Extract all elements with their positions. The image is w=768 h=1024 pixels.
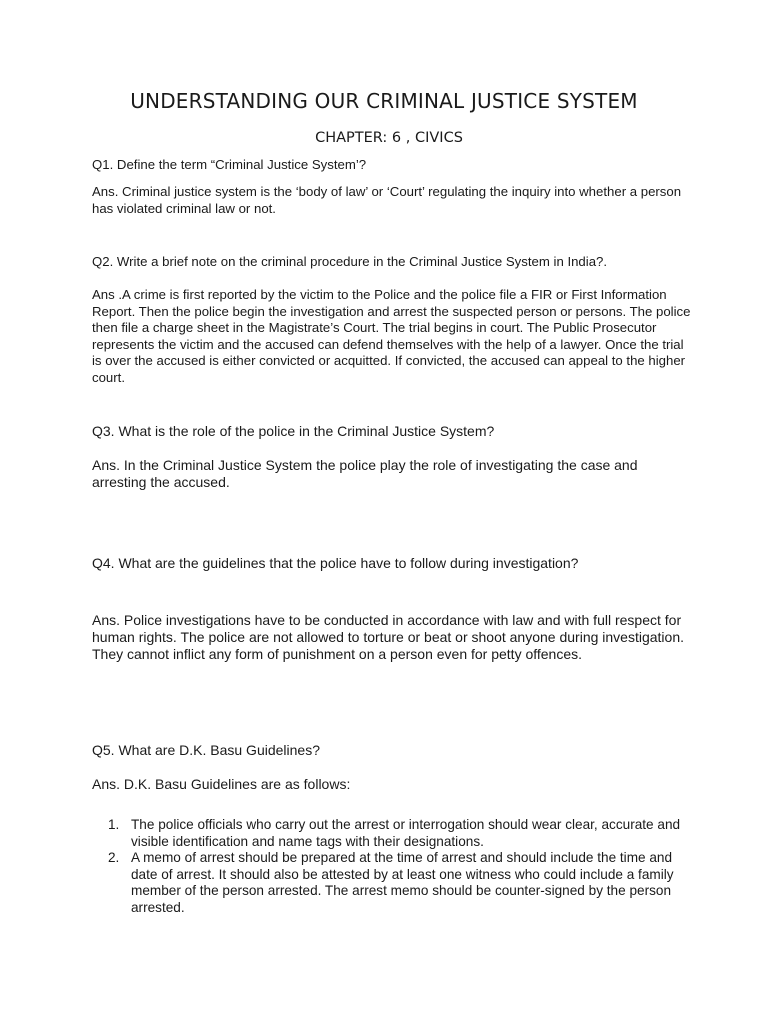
list-item-text: A memo of arrest should be prepared at the time of arrest and should include the time and date of arrest. It should also be attested by at least one witness who could include a family member of the person arrested. The arrest memo should be counter-signed by the person arrested.: [131, 850, 674, 915]
question-2: Q2. Write a brief note on the criminal procedure in the Criminal Justice System in India?.: [92, 254, 608, 269]
list-item: [92, 850, 692, 916]
question-5: Q5. What are D.K. Basu Guidelines?: [92, 742, 320, 758]
question-3: Q3. What is the role of the police in the Criminal Justice System?: [92, 423, 495, 439]
answer-1: Ans. Criminal justice system is the ‘body of law’ or ‘Court’ regulating the inquiry into whether a person has violated criminal law or not.: [92, 184, 682, 216]
answer-2: Ans .A crime is first reported by the victim to the Police and the police file a FIR or First Information Report. Then the police begin the investigation and arrest the suspected person or persons. The police then file a charge sheet in the Magistrate’s Court. The trial begins in court. The Public Prosecutor represents the victim and the accused can defend themselves with the help of a lawyer. Once the trial is over the accused is either convicted or acquitted. If convicted, the accused can appeal to the higher court.: [92, 287, 691, 385]
list-item: [92, 817, 692, 850]
list-item-number: 1.: [108, 817, 120, 832]
answer-5: Ans. D.K. Basu Guidelines are as follows:: [92, 776, 351, 792]
question-1: Q1. Define the term “Criminal Justice System’?: [92, 157, 367, 172]
answer-3: Ans. In the Criminal Justice System the police play the role of investigating the case and arresting the accused.: [92, 457, 638, 490]
guidelines-list: [92, 817, 692, 916]
chapter-heading: CHAPTER: 6 , CIVICS: [315, 130, 463, 146]
page-title: UNDERSTANDING OUR CRIMINAL JUSTICE SYSTEM: [130, 89, 638, 113]
list-item-text: The police officials who carry out the arrest or interrogation should wear clear, accurate and visible identification and name tags with their designations.: [131, 817, 681, 849]
list-item-number: 2.: [108, 850, 120, 865]
question-4: Q4. What are the guidelines that the police have to follow during investigation?: [92, 555, 579, 571]
answer-4: Ans. Police investigations have to be conducted in accordance with law and with full respect for human rights. The police are not allowed to torture or beat or shoot anyone during investigation. They cannot inflict any form of punishment on a person even for petty offences.: [92, 612, 684, 662]
